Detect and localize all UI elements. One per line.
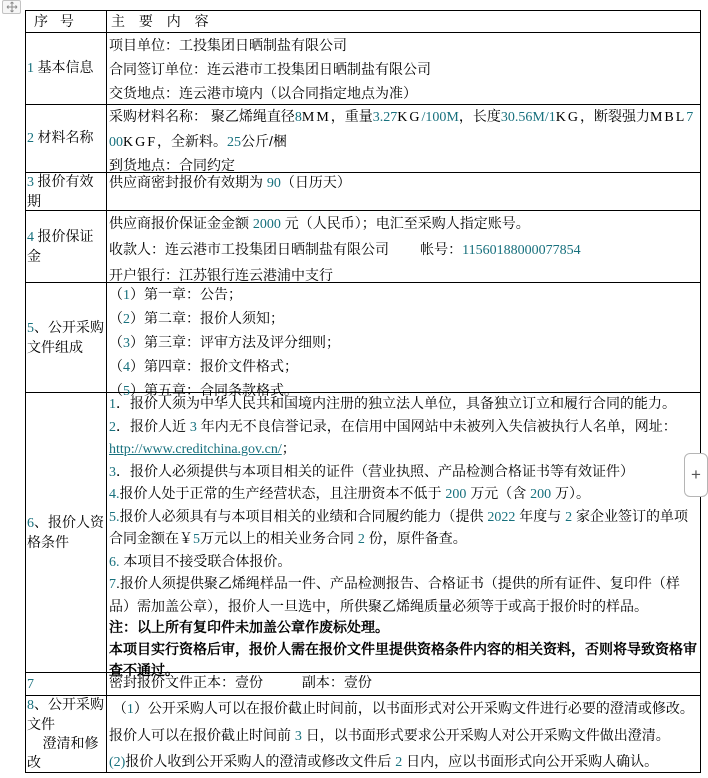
text-segment: 项目单位：工投集团日晒制盐有限公司 xyxy=(109,37,347,53)
table-row-quote-deposit xyxy=(26,211,701,283)
text-segment: 帐号： xyxy=(420,241,463,257)
text-segment: 交货地点：连云港市境内（以合同指定地点为准） xyxy=(109,85,417,101)
latin-wide-text: MBL xyxy=(649,110,687,125)
number-text: 7 xyxy=(109,577,116,592)
row-content-sealed-copies xyxy=(107,673,701,696)
number-text: 3 xyxy=(27,174,38,190)
text-segment: 万元（含 xyxy=(466,485,531,501)
text-segment: 报价人可以在报价截止时间前 xyxy=(109,726,295,743)
paragraph xyxy=(109,57,698,81)
row-content-clarification-modification xyxy=(107,696,701,773)
text-segment: 、公开采购文件组成 xyxy=(27,318,104,355)
text-segment: （ xyxy=(109,382,123,398)
text-segment: 报价人收到公开采购人的澄清或修改文件后 xyxy=(125,753,396,769)
number-text: 200 xyxy=(530,487,552,502)
number-text: 2 xyxy=(357,532,365,547)
paragraph xyxy=(109,673,698,692)
text-segment xyxy=(263,674,302,690)
number-text: 5 xyxy=(193,532,200,547)
text-segment: ．报价人近 xyxy=(116,417,190,434)
table-row-bidder-qualification xyxy=(26,393,701,673)
number-text: 5. xyxy=(109,509,120,525)
text-segment: 材料名称 xyxy=(37,129,94,145)
text-segment: （ xyxy=(109,334,123,350)
paragraph xyxy=(109,237,698,263)
text-segment: 到货地点：合同约定 xyxy=(109,157,235,173)
header-row xyxy=(26,11,701,33)
text-segment xyxy=(389,241,420,257)
text-segment: 、报价人资格条件 xyxy=(27,513,104,550)
number-text: 200 xyxy=(445,487,467,502)
number-text: 5 xyxy=(123,384,130,399)
text-segment: ）公开采购人可以在报价截止时间前，以书面形式对公开采购文件进行必要的澄清或修改。 xyxy=(133,700,694,716)
paragraph xyxy=(109,461,698,484)
text-segment: 报价有效期 xyxy=(27,172,94,209)
paragraph xyxy=(109,355,698,379)
paragraph xyxy=(109,33,698,57)
paragraph xyxy=(109,506,698,551)
number-text: 3 xyxy=(189,419,197,435)
latin-wide-text: KG xyxy=(397,110,422,125)
text-segment: 澄清和修改 xyxy=(27,735,99,770)
paragraph xyxy=(109,438,698,461)
text-segment: 份，原件备查。 xyxy=(364,530,467,546)
paragraph xyxy=(109,211,698,237)
text-segment: （ xyxy=(109,700,127,716)
insert-plus-button[interactable]: + xyxy=(684,453,708,497)
latin-wide-text: KG xyxy=(555,110,580,125)
text-segment: 收款人：连云港市工投集团日晒制盐有限公司 xyxy=(109,241,389,257)
number-text: 2 xyxy=(109,419,116,435)
row-label-quote-deposit xyxy=(26,211,107,283)
number-text: 3 xyxy=(109,464,116,480)
number-text: 7 xyxy=(27,676,34,692)
text-segment: ，全新料。 xyxy=(157,132,228,149)
text-segment: ）第三章：评审方法及评分细则； xyxy=(130,334,340,350)
bold-text: 注：以上所有复印件未加盖公章作废标处理。 xyxy=(109,619,389,635)
link-url[interactable]: http://www.creditchina.gov.cn/ xyxy=(109,442,282,457)
text-segment: ，重量 xyxy=(330,108,373,124)
paragraph xyxy=(109,393,698,416)
number-text: 4. xyxy=(109,487,120,502)
row-label-bidder-qualification xyxy=(26,393,107,673)
row-content-material-name xyxy=(107,105,701,173)
paragraph xyxy=(27,513,106,552)
row-content-quote-deposit xyxy=(107,211,701,283)
paragraph xyxy=(109,105,698,154)
text-segment: ）第二章：报价人须知； xyxy=(130,310,284,326)
text-segment: 公斤/梱 xyxy=(241,132,287,149)
text-segment: ．报价人须为中华人民共和国境内注册的独立法人单位，具备独立订立和履行合同的能力。 xyxy=(116,395,676,411)
paragraph xyxy=(27,58,106,78)
text-segment: （日历天） xyxy=(280,174,351,190)
number-text: /100M xyxy=(421,110,459,125)
text-segment: 采购材料名称： 聚乙烯绳直径 xyxy=(109,108,295,124)
text-segment: 合同签订单位：连云港市工投集团日晒制盐有限公司 xyxy=(109,61,431,77)
text-segment: 供应商报价保证金金额 xyxy=(109,215,253,231)
text-segment: 开户银行：江苏银行连云港浦中支行 xyxy=(109,267,333,283)
table-row-quote-validity xyxy=(26,173,701,211)
table-row-clarification-modification xyxy=(26,696,701,773)
text-segment: 副本：壹份 xyxy=(301,674,372,690)
text-segment: 日内，应以书面形式向公开采购人确认。 xyxy=(402,753,659,769)
procurement-table xyxy=(25,10,701,773)
text-segment: 家企业签订的单项合同金额在￥ xyxy=(109,507,689,546)
paragraph xyxy=(109,617,698,639)
table-row-sealed-copies xyxy=(26,673,701,696)
paragraph xyxy=(27,227,106,266)
paragraph xyxy=(109,749,698,776)
number-text: 3 xyxy=(123,336,130,351)
paragraph xyxy=(27,734,106,772)
paragraph xyxy=(109,696,698,723)
row-label-sealed-copies xyxy=(26,673,107,696)
number-text: 1 xyxy=(27,61,38,76)
number-text: 5 xyxy=(27,320,34,336)
paragraph xyxy=(109,723,698,750)
text-segment: 报价人必须具有与本项目相关的业绩和合同履约能力（提供 xyxy=(119,507,488,524)
number-text: 11560188000077854 xyxy=(462,243,581,258)
paragraph xyxy=(109,483,698,506)
paragraph xyxy=(109,551,698,574)
text-segment: （ xyxy=(109,358,123,374)
text-segment: （ xyxy=(109,286,123,302)
text-segment: 万元以上的相关业务合同 xyxy=(200,530,358,546)
table-row-document-composition xyxy=(26,283,701,393)
latin-wide-text: MM xyxy=(301,110,331,125)
number-text: 6 xyxy=(27,515,34,531)
row-label-document-composition xyxy=(26,283,107,393)
number-text: 2022 xyxy=(487,509,516,525)
bold-text: 本项目实行资格后审，报价人需在报价文件里提供资格条件内容的相关资料，否则将导致资格审查不通过。 xyxy=(109,640,697,678)
number-text: 8 xyxy=(294,110,302,125)
row-label-basic-info xyxy=(26,33,107,105)
text-segment: ； xyxy=(281,440,296,456)
text-segment: 报价保证金 xyxy=(27,227,94,264)
text-segment: 基本信息 xyxy=(37,59,94,75)
number-text: 4 xyxy=(27,229,38,245)
paragraph xyxy=(109,173,698,193)
text-segment: ，长度 xyxy=(458,108,501,124)
number-text: 30.56M/1 xyxy=(500,110,556,125)
row-content-quote-validity xyxy=(107,173,701,211)
text-segment: ．报价人必须提供与本项目相关的证件（营业执照、产品检测合格证书等有效证件） xyxy=(116,462,634,479)
table-row-basic-info xyxy=(26,33,701,105)
number-text: 2000 xyxy=(252,217,281,232)
table-row-material-name xyxy=(26,105,701,173)
number-text: 1 xyxy=(126,702,134,717)
number-text: 90 xyxy=(266,176,281,191)
paragraph xyxy=(27,318,106,357)
text-segment: ）第一章：公告； xyxy=(130,286,242,302)
text-segment: 密封报价文件正本：壹份 xyxy=(109,674,263,690)
number-text: 2 xyxy=(27,131,38,146)
number-text: 1 xyxy=(123,288,130,303)
number-text: 3 xyxy=(294,728,302,744)
paragraph xyxy=(109,416,698,439)
text-segment: 万）。 xyxy=(551,485,591,501)
row-label-quote-validity xyxy=(26,173,107,211)
number-text: 6. xyxy=(109,554,120,570)
text-segment: ，断裂强力 xyxy=(579,108,650,124)
latin-wide-text: KGF xyxy=(123,134,158,150)
text-segment: .报价人须提供聚乙烯绳样品一件、产品检测报告、合格证书（提供的所有证件、复印件（样品）需加盖公章），报价人一旦选中，所供聚乙烯绳质量必须等于或高于报价时的样品。 xyxy=(109,575,680,614)
number-text: (2) xyxy=(109,755,126,770)
row-label-material-name xyxy=(26,105,107,173)
paragraph xyxy=(109,307,698,331)
paragraph xyxy=(109,331,698,355)
text-segment: 年度与 xyxy=(515,507,566,524)
number-text: 1 xyxy=(109,397,116,412)
text-segment: 供应商密封报价有效期为 xyxy=(109,174,267,190)
paragraph xyxy=(27,695,106,734)
paragraph xyxy=(109,81,698,105)
text-segment: 报价人处于正常的生产经营状态，且注册资本不低于 xyxy=(119,485,446,501)
move-arrows-icon xyxy=(6,1,18,13)
text-segment: 本项目不接受联合体报价。 xyxy=(119,552,292,569)
number-text: 8 xyxy=(27,698,34,713)
paragraph xyxy=(27,128,106,148)
paragraph xyxy=(109,573,698,617)
row-content-document-composition xyxy=(107,283,701,399)
number-text: 2 xyxy=(565,509,573,525)
paragraph xyxy=(27,674,106,694)
text-segment: 元（人民币）；电汇至采购人指定账号。 xyxy=(280,215,530,231)
paragraph xyxy=(109,283,698,307)
row-content-bidder-qualification xyxy=(107,393,701,678)
text-segment: 年内无不良信誉记录，在信用中国网站中未被列入失信被执行人名单，网址： xyxy=(196,417,677,434)
text-segment: 日，以书面形式要求公开采购人对公开采购文件做出澄清。 xyxy=(301,726,670,743)
col-header-serial: 序 号 xyxy=(26,11,107,33)
number-text: 4 xyxy=(123,360,130,375)
paragraph xyxy=(27,172,106,211)
text-segment: ）第四章：报价文件格式； xyxy=(130,358,298,374)
number-text: 700 xyxy=(109,110,694,150)
procurement-table-body xyxy=(26,11,701,773)
row-content-basic-info xyxy=(107,33,701,105)
col-header-main-content: 主 要 内 容 xyxy=(107,11,701,33)
table-move-handle[interactable] xyxy=(2,0,21,14)
row-label-clarification-modification xyxy=(26,696,107,773)
number-text: 25 xyxy=(227,134,242,150)
text-segment: （ xyxy=(109,310,123,326)
number-text: 3.27 xyxy=(372,110,398,125)
number-text: 2 xyxy=(395,755,403,770)
text-segment: ）第五章：合同条款格式。 xyxy=(130,382,298,398)
text-segment: 、公开采购文件 xyxy=(27,696,104,732)
number-text: 2 xyxy=(123,312,130,327)
